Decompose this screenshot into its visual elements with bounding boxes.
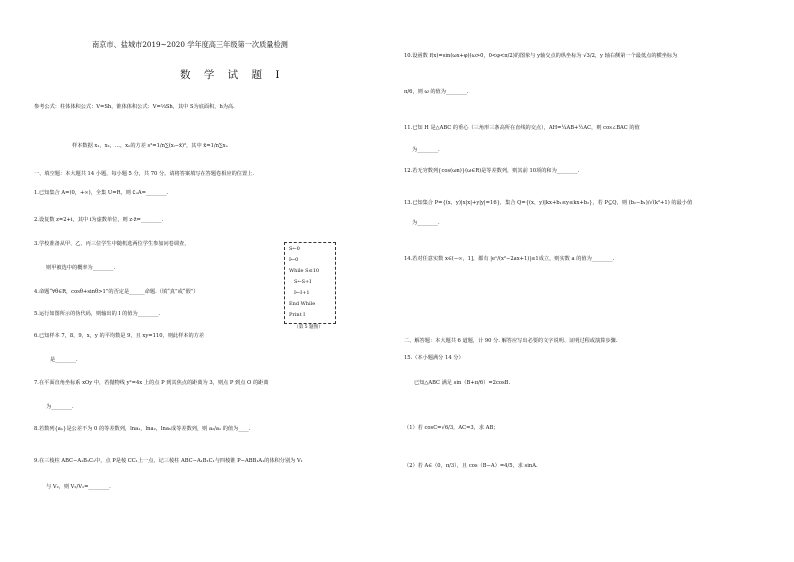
pseudocode-line: I←0 [289, 257, 299, 263]
question-5: 5.运行如图所示的伪代码，则输出的 I 的值为________. [34, 311, 161, 317]
question-13-line-2: 为________. [412, 220, 440, 226]
question-15-part-1: （1）若 cosC=√6/3，AC=3，求 AB； [404, 425, 499, 431]
question-15-title: 15.（本小题满分 14 分） [404, 355, 464, 361]
question-14: 14.若对任意实数 x∈(−∞，1]，都有 |eˣ/(x²−2ax+1)|≤1成立，则实数 a 的值为________. [404, 256, 615, 262]
pseudocode-line: Print I [289, 312, 306, 318]
pseudocode-line: S←0 [289, 246, 300, 252]
question-3-line-2: 则甲被选中的概率为________. [46, 265, 116, 271]
question-11-line-2: 为________. [412, 147, 440, 153]
figure-caption: （第 5 题图） [294, 325, 323, 330]
question-11-line-1: 11.已知 H 是△ABC 的垂心（三角形三条高所在直线的交点），AH=¼AB+½AC，则 cos∠BAC 的值 [404, 125, 640, 131]
question-6-line-2: 是________. [50, 357, 78, 363]
question-10-line-1: 10.设函数 f(x)=sin(ωx+φ)(ω>0，0<φ<π/2)的图象与 y轴交点的纵坐标为 √3/2，y 轴右侧第一个最低点的横坐标为 [404, 53, 678, 59]
question-8: 8.若数列{aₙ}是公差不为 0 的等差数列，lna₁，lna₂，lna₅成等差数列，则 a₂/a₁ 的值为____. [34, 426, 251, 432]
question-7-line-2: 为________. [46, 404, 74, 410]
exam-title: 南京市、盐城市2019~2020 学年度高三年级第一次质量检测 [92, 40, 288, 49]
variance-formula: 样本数据 x₁，x₂，…，xₙ的方差 s²=1/n∑(xᵢ−x̄)²，其中 x̄=1/n∑xᵢ. [72, 143, 229, 149]
question-7-line-1: 7.在平面直角坐标系 xOy 中，若抛物线 y²=4x 上的点 P 到其焦点的距离为 3，则点 P 到点 O 的距离 [34, 380, 269, 386]
question-4: 4.命题“∀θ∈R，cosθ+sinθ>1”的否定是______命题.（填“真”或“假”） [34, 289, 199, 295]
section-1-heading: 一、填空题：本大题共 14 小题，每小题 5 分，共 70 分。请将答案填写在答题卷相应的位置上. [34, 171, 254, 177]
question-12: 12.若无穷数列{cos(ωn)}(ω∈R)是等差数列，则其前 10项的和为________. [404, 168, 580, 174]
question-15-stem: 已知△ABC 满足 sin（B+π/6）=2cosB. [414, 380, 511, 386]
subject-title: 数 学 试 题 Ⅰ [180, 69, 285, 81]
question-3-line-1: 3.学校准备从甲、乙、丙三位学生中随机选两位学生参加问卷调查， [34, 241, 190, 247]
question-9-line-2: 与 V₂，则 V₂/V₁=________. [46, 484, 111, 490]
question-6-line-1: 6.已知样本 7，8，9，x，y 的平均数是 9，且 xy=110，则此样本的方差 [34, 333, 205, 339]
question-9-line-1: 9.在三棱柱 ABC−A₁B₁C₁中，点 P是棱 CC₁上一点，记三棱柱 ABC−A₁B₁C₁与四棱锥 P−ABB₁A₁的体积分别为 V₁ [34, 458, 303, 464]
question-10-line-2: π/6，则 ω 的值为________. [404, 89, 469, 95]
question-2: 2.设复数 z=2+i，其中 i为虚数单位，则 z·z̄=________. [34, 217, 164, 223]
reference-formulas: 参考公式：柱体体积公式：V=Sh，锥体体积公式：V=⅓Sh，其中 S为底面积，h为高. [34, 104, 235, 110]
pseudocode-figure [284, 242, 336, 324]
pseudocode-line: I←I+1 [294, 290, 310, 296]
pseudocode-line: End While [289, 301, 316, 307]
question-1: 1.已知集合 A=(0，+∞)，全集 U=R，则 ∁ᵤA=________. [34, 190, 169, 196]
pseudocode-line: While S≤10 [289, 268, 320, 274]
question-13-line-1: 13.已知集合 P={(x，y)|x|x|+y|y|=16}，集合 Q={(x，y)|kx+b₁≤y≤kx+b₂}，若 P⊆Q，则 (b₂−b₁)/√(k²+1) 的最小值 [404, 200, 693, 206]
section-2-heading: 二、解答题：本大题共 6 道题，计 90 分. 解答应写出必要的文字说明、证明过程或演算步骤. [404, 338, 618, 344]
pseudocode-line: S←S+I [294, 279, 312, 285]
question-15-part-2: （2）若 A∈（0，π/3），且 cos（B−A）=4/5，求 sinA. [404, 463, 538, 469]
